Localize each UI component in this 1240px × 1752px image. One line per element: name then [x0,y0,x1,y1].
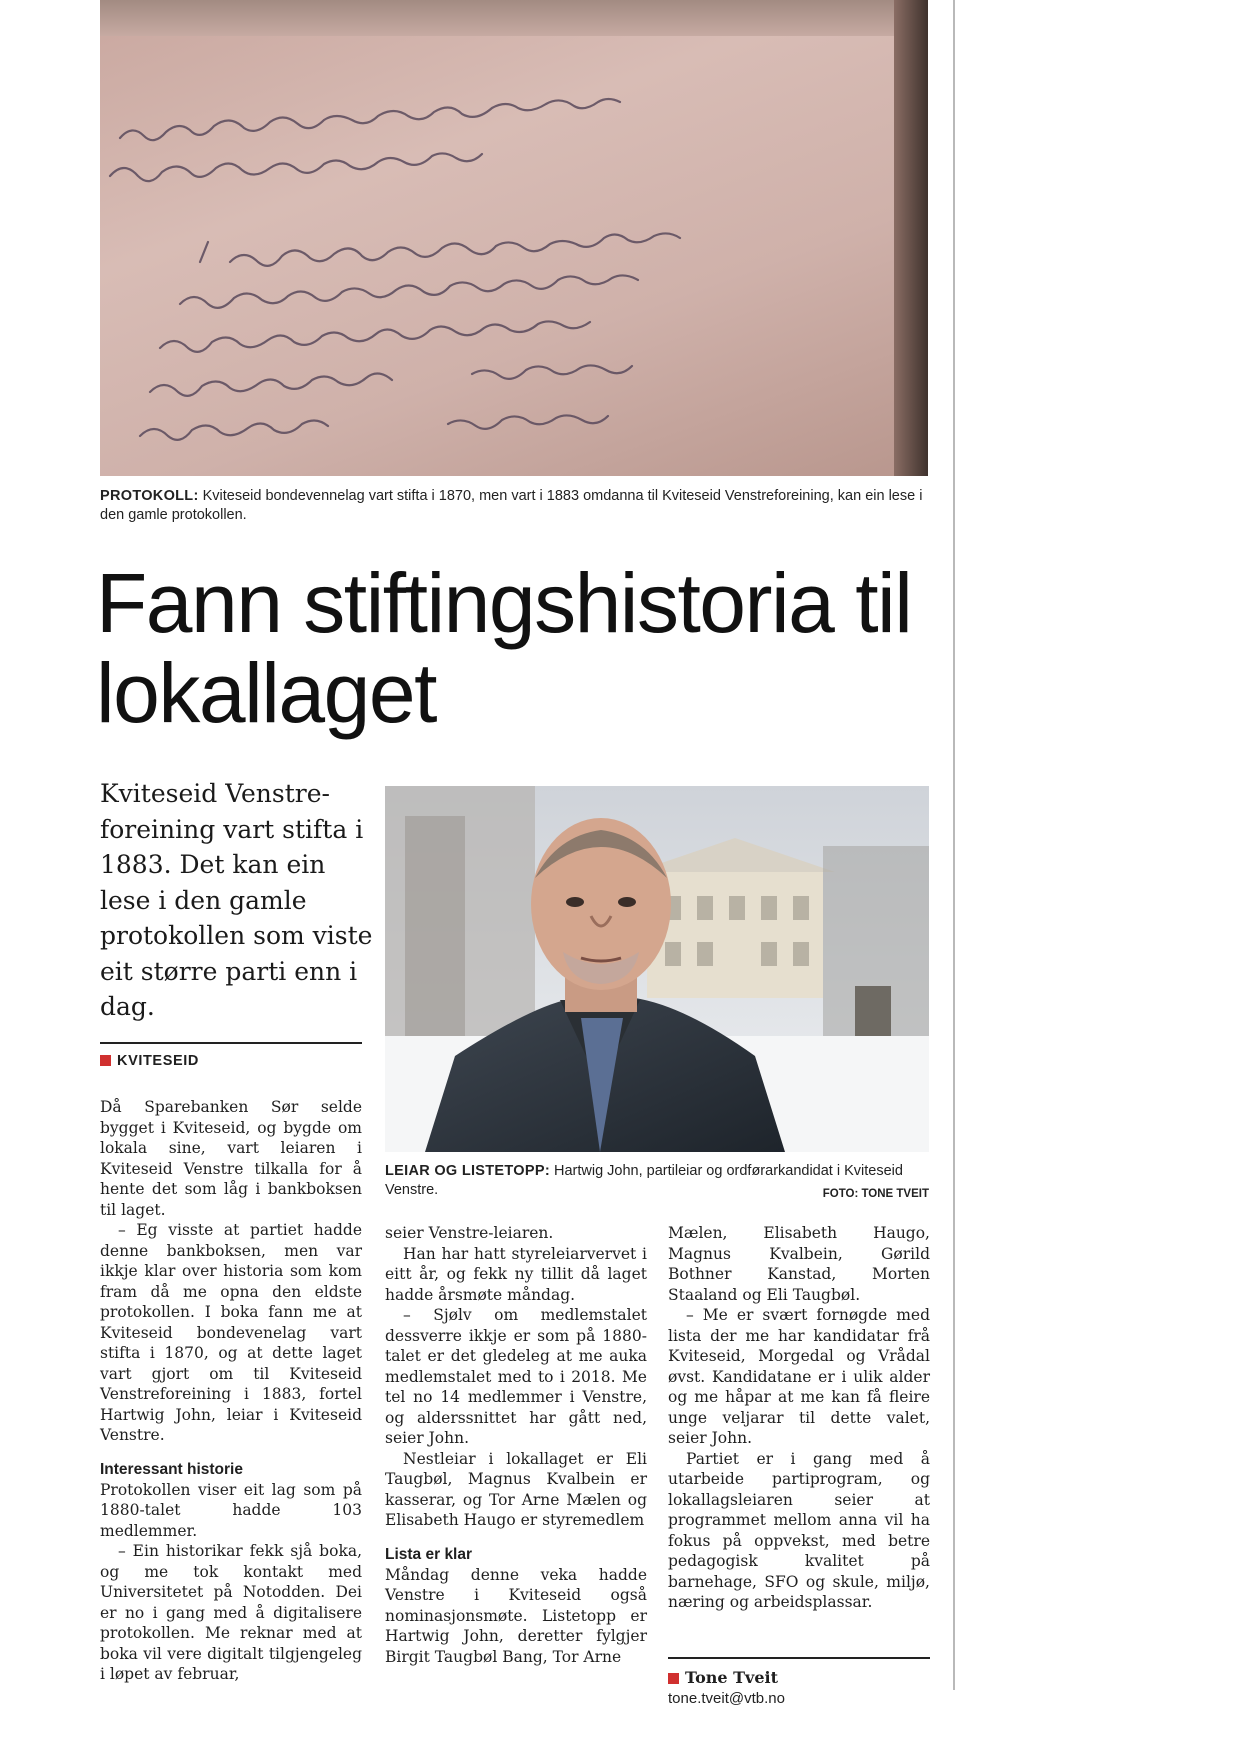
portrait-photo [385,786,929,1152]
protocol-photo [100,0,928,476]
byline [668,1668,930,1687]
body-paragraph: – Sjølv om medlemstalet dessverre ikkje er som på 1880-talet er det gledeleg at me auka medlemstalet med to i 2018. Me tel no 14 medlemmer i Venstre, og alderssnittet har gått ned, seier John. [385,1306,647,1447]
red-square-icon [668,1673,679,1684]
photo-credit: FOTO: TONE TVEIT [822,1188,929,1200]
body-paragraph: Då Sparebanken Sør selde bygget i Kviteseid, og bygde om lokala sine, vart leiaren i Kviteseid Venstre tilkalla for å hente det som låg i bankboksen til laget. [100,1098,362,1219]
dateline-text: KVITESEID [117,1053,199,1069]
handwriting-illustration [100,0,928,476]
portrait-illustration [385,786,929,1152]
body-column-1 [100,1097,362,1685]
body-paragraph: – Ein historikar fekk sjå boka, og me tok kontakt med Universitetet på Notodden. Dei er no i gang med å digitalisere protokollen. Me reknar med at boka vil vere digitalt tilgjengeleg i løpet av februar, [100,1542,362,1683]
subheading: Lista er klar [385,1545,473,1563]
body-paragraph: – Eg visste at partiet hadde denne bankboksen, men var ikkje klar over historia som kom fram då me opna den eldste protokollen. I boka fann me at Kviteseid bondevenelag vart stifta i 1870, og at dette laget vart gjort om til Kviteseid Venstreforeining i 1883, fortel Hartwig John, leiar i Kviteseid Venstre. [100,1221,362,1444]
body-paragraph: Nestleiar i lokallaget er Eli Taugbøl, Magnus Kvalbein er kasserar, og Tor Arne Mælen og Elisabeth Haugo er styremedlem [385,1449,647,1529]
body-paragraph: Mælen, Elisabeth Haugo, Magnus Kvalbein, Gørild Bothner Kanstad, Morten Staaland og Eli Taugbøl. [668,1224,930,1304]
subheading: Interessant historie [100,1460,243,1478]
portrait-caption-label: LEIAR OG LISTETOPP: [385,1163,550,1179]
body-paragraph: Protokollen viser eit lag som på 1880-talet hadde 103 medlemmer. [100,1480,362,1540]
body-paragraph: Han har hatt styreleiarvervet i eitt år, og fekk ny tillit då laget hadde årsmøte måndag. [385,1244,647,1304]
byline-email[interactable]: tone.tveit@vtb.no [668,1690,785,1707]
photo-book-edge [894,0,928,476]
body-paragraph: seier Venstre-leiaren. [385,1224,554,1242]
top-caption-label: PROTOKOLL: [100,488,199,504]
dateline [100,1053,362,1069]
top-photo-caption [100,487,930,525]
page-edge-rule [953,0,955,1690]
top-caption-text: Kviteseid bondevennelag vart stifta i 1870, men vart i 1883 omdanna til Kviteseid Venstreforeining, kan ein lese i den gamle protokollen. [100,488,923,523]
lead-paragraph: Kviteseid Venstreforeining vart stifta i 1883. Det kan ein lese i den gamle protokollen som viste eit større parti enn i dag. [100,779,373,1021]
headline: Fann stiftingshistoria til lokallaget [96,556,912,740]
red-square-icon [100,1055,111,1066]
byline-rule [668,1657,930,1659]
body-column-2 [385,1223,647,1667]
portrait-caption-text: Hartwig John, partileiar og ordførarkandidat i Kviteseid Venstre. [385,1163,903,1198]
body-paragraph: Måndag denne veka hadde Venstre i Kviteseid også nominasjonsmøte. Listetopp er Hartwig John, deretter fylgjer Birgit Taugbøl Bang, Tor Arne [385,1565,647,1666]
dateline-rule [100,1042,362,1044]
body-column-3 [668,1223,930,1613]
byline-name: Tone Tveit [685,1668,778,1687]
body-paragraph: Partiet er i gang med å utarbeide partiprogram, og lokallagsleiaren seier at programmet mellom anna vil ha fokus på oppvekst, med betre pedagogisk kvalitet på barnehage, SFO og skule, miljø, næring og arbeidsplassar. [668,1449,930,1611]
body-paragraph: – Me er svært fornøgde med lista der me har kandidatar frå Kviteseid, Morgedal og Vrådal øvst. Kandidatane er i ulik alder og me håpar at me kan få fleire unge veljarar til dette valet, seier John. [668,1306,930,1447]
